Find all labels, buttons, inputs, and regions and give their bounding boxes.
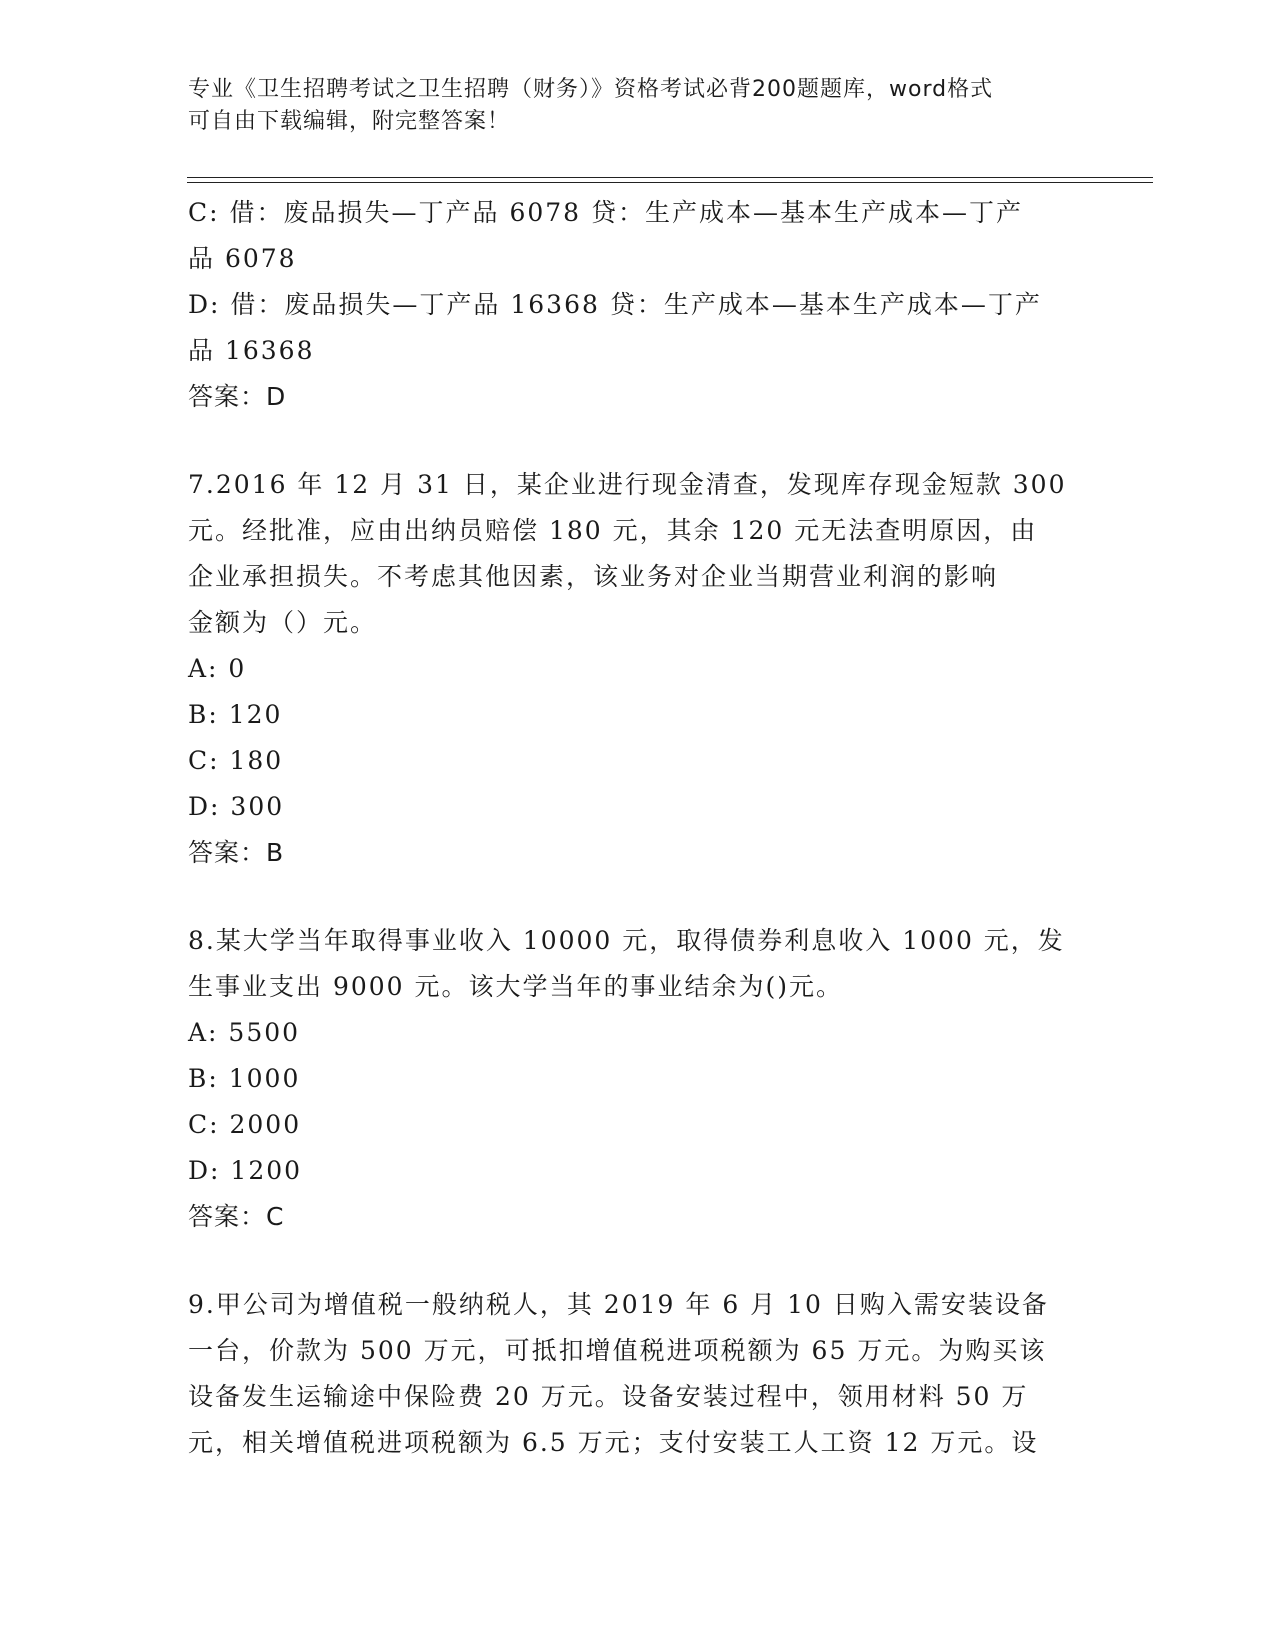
option-a: A: 0: [188, 654, 247, 683]
option-c-line-1: C: 借：废品损失—丁产品 6078 贷：生产成本—基本生产成本—丁产: [188, 198, 1024, 227]
header-line-1: 专业《卫生招聘考试之卫生招聘（财务）》资格考试必背200题题库，word格式: [188, 77, 994, 102]
question-7: [188, 462, 1078, 876]
question-text-line: 元，相关增值税进项税额为 6.5 万元；支付安装工人工资 12 万元。设: [188, 1428, 1039, 1457]
answer-line: 答案：B: [188, 838, 285, 867]
header-divider-top: [187, 177, 1153, 178]
option-d: D: 300: [188, 792, 285, 821]
question-9: [188, 1282, 1078, 1466]
spacer: [188, 1240, 1078, 1282]
question-text-line: 金额为（）元。: [188, 608, 378, 637]
option-b: B: 120: [188, 700, 283, 729]
spacer: [188, 420, 1078, 462]
document-header: [188, 74, 1088, 138]
question-text-line: 元。经批准，应由出纳员赔偿 180 元，其余 120 元无法查明原因，由: [188, 516, 1038, 545]
spacer: [188, 876, 1078, 918]
question-text-line: 设备发生运输途中保险费 20 万元。设备安装过程中，领用材料 50 万: [188, 1382, 1029, 1411]
answer-line: 答案：C: [188, 1202, 285, 1231]
header-divider-bottom: [187, 182, 1153, 183]
option-c-line-2: 品 6078: [188, 244, 297, 273]
option-b: B: 1000: [188, 1064, 301, 1093]
document-body: [188, 190, 1078, 1466]
option-c: C: 2000: [188, 1110, 302, 1139]
question-text-line: 企业承担损失。不考虑其他因素，该业务对企业当期营业利润的影响: [188, 562, 999, 591]
option-d-line-1: D: 借：废品损失—丁产品 16368 贷：生产成本—基本生产成本—丁产: [188, 290, 1042, 319]
question-text-line: 9.甲公司为增值税一般纳税人，其 2019 年 6 月 10 日购入需安装设备: [188, 1290, 1049, 1319]
header-line-2: 可自由下载编辑，附完整答案！: [188, 109, 511, 134]
prev-question-block: [188, 190, 1078, 420]
answer-line: 答案：D: [188, 382, 287, 411]
option-c: C: 180: [188, 746, 284, 775]
option-d: D: 1200: [188, 1156, 303, 1185]
question-8: [188, 918, 1078, 1240]
question-text-line: 7.2016 年 12 月 31 日，某企业进行现金清查，发现库存现金短款 300: [188, 470, 1067, 499]
option-a: A: 5500: [188, 1018, 301, 1047]
option-d-line-2: 品 16368: [188, 336, 315, 365]
question-text-line: 生事业支出 9000 元。该大学当年的事业结余为()元。: [188, 972, 844, 1001]
question-text-line: 8.某大学当年取得事业收入 10000 元，取得债券利息收入 1000 元，发: [188, 926, 1065, 955]
question-text-line: 一台，价款为 500 万元，可抵扣增值税进项税额为 65 万元。为购买该: [188, 1336, 1047, 1365]
